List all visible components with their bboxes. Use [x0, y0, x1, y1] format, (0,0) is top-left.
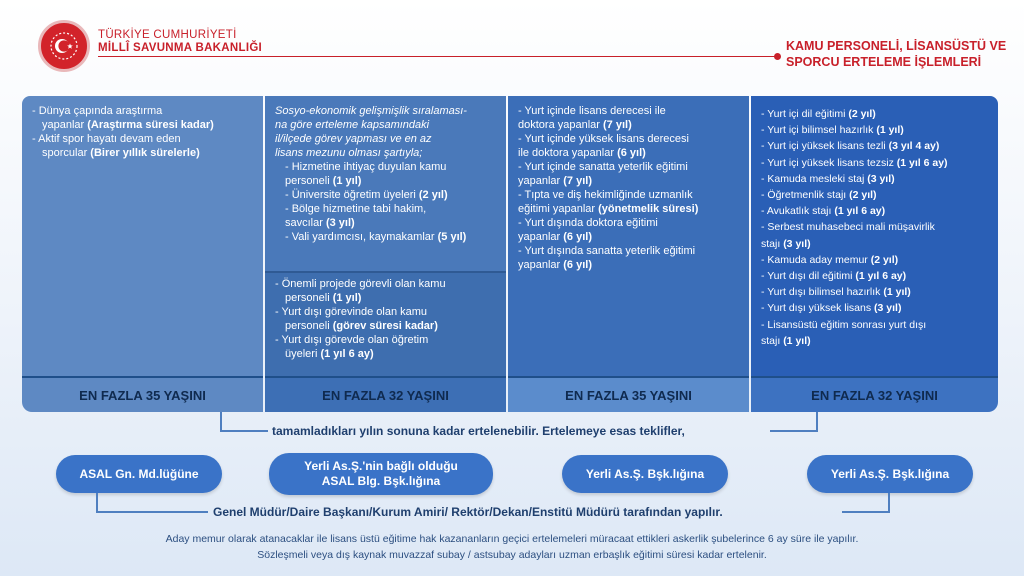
age-limit-1: EN FAZLA 35 YAŞINI: [22, 376, 263, 412]
text-line: - Yurt dışında doktora eğitimi: [518, 217, 658, 229]
footer-note-2: Sözleşmeli veya dış kaynak muvazzaf subay / astsubay adayları uzman erbaşlık eğitimi süresi kadar ertelenir.: [257, 549, 767, 561]
page-title: [786, 38, 1016, 70]
column-public-personnel-top: [275, 104, 496, 276]
header-divider-dot: [774, 53, 781, 60]
text-line: - Önemli projede görevli olan kamu: [275, 278, 446, 290]
list-item: - Yurt dışı bilimsel hazırlık (1 yıl): [761, 286, 911, 299]
local-branch-pill-1: Yerli As.Ş. Bşk.lığına: [562, 455, 728, 493]
bracket-bottom-right: [842, 493, 890, 513]
text-line: - Hizmetine ihtiyaç duyulan kamu: [285, 161, 447, 173]
column-public-personnel: [265, 96, 506, 376]
age-limit-2: EN FAZLA 32 YAŞINI: [265, 376, 506, 412]
text-line: yapanlar (6 yıl): [518, 231, 592, 243]
age-limit-3: EN FAZLA 35 YAŞINI: [508, 376, 749, 412]
footer-note-1: Aday memur olarak atanacaklar ile lisans üstü eğitime hak kazananların geçici ertelemeleri müracaat ettikleri askerlik şubelerince 6 ay süre ile yapılır.: [165, 533, 859, 545]
header-divider: [98, 56, 778, 57]
asal-directorate-pill: ASAL Gn. Md.lüğüne: [56, 455, 222, 493]
text-line: - Aktif spor hayatı devam eden: [32, 133, 181, 145]
list-item: - Yurt içi yüksek lisans tezli (3 yıl 4 ay): [761, 140, 940, 153]
text-line: eğitimi yapanlar (yönetmelik süresi): [518, 203, 699, 215]
list-item: - Lisansüstü eğitim sonrası yurt dışı: [761, 318, 927, 331]
text-line: personeli (görev süresi kadar): [285, 320, 438, 332]
bracket-left: [220, 412, 268, 432]
text-line: ile doktora yapanlar (6 yıl): [518, 147, 646, 159]
intro-line: il/ilçede görev yapması ve en az: [275, 133, 432, 145]
text-line: üyeleri (1 yıl 6 ay): [285, 348, 374, 360]
intro-line: Sosyo-ekonomik gelişmişlik sıralaması-: [275, 105, 467, 117]
page-title-line-2: SPORCU ERTELEME İŞLEMLERİ: [786, 55, 982, 69]
list-item: stajı (3 yıl): [761, 237, 811, 250]
bracket-right: [770, 412, 818, 432]
text-line: personeli (1 yıl): [285, 175, 362, 187]
list-item: - Kamuda mesleki staj (3 yıl): [761, 172, 895, 185]
list-item: stajı (1 yıl): [761, 334, 811, 347]
asal-branch-pill: [269, 453, 493, 495]
ministry-line-2: MİLLÎ SAVUNMA BAKANLIĞI: [98, 42, 263, 54]
bracket-bottom-left: [96, 493, 208, 513]
text-line: - Bölge hizmetine tabi hakim,: [285, 203, 427, 215]
authority-note: Genel Müdür/Daire Başkanı/Kurum Amiri/ Rektör/Dekan/Enstitü Müdürü tarafından yapılır.: [213, 505, 723, 519]
text-line: - Vali yardımcısı, kaymakamlar (5 yıl): [285, 231, 467, 243]
text-line: - Yurt dışında sanatta yeterlik eğitimi: [518, 245, 696, 257]
list-item: - Yurt dışı dil eğitimi (1 yıl 6 ay): [761, 270, 907, 283]
local-branch-pill-2: Yerli As.Ş. Bşk.lığına: [807, 455, 973, 493]
list-item: - Yurt içi bilimsel hazırlık (1 yıl): [761, 124, 904, 137]
text-line: yapanlar (Araştırma süresi kadar): [42, 119, 214, 131]
list-item: - Avukatlık stajı (1 yıl 6 ay): [761, 205, 886, 218]
ministry-line-1: TÜRKİYE CUMHURİYETİ: [98, 29, 237, 41]
ministry-logo: [38, 20, 90, 72]
column-postgraduate: [751, 96, 998, 376]
list-item: - Yurt dışı yüksek lisans (3 yıl): [761, 302, 902, 315]
list-item: - Yurt içi dil eğitimi (2 yıl): [761, 108, 876, 120]
list-item: - Yurt içi yüksek lisans tezsiz (1 yıl 6 ay): [761, 156, 948, 169]
intro-line: na göre erteleme kapsamındaki: [275, 119, 430, 131]
text-line: yapanlar (6 yıl): [518, 259, 592, 271]
text-line: savcılar (3 yıl): [285, 217, 355, 229]
text-line: yapanlar (7 yıl): [518, 175, 592, 187]
intro-line: lisans mezunu olması şartıyla;: [275, 147, 423, 159]
text-line: - Üniversite öğretim üyeleri (2 yıl): [285, 189, 448, 201]
crescent-star-icon: [41, 23, 87, 69]
text-line: - Yurt dışı görevinde olan kamu: [275, 306, 428, 318]
page-title-line-1: KAMU PERSONELİ, LİSANSÜSTÜ VE: [786, 39, 1007, 53]
text-line: doktora yapanlar (7 yıl): [518, 119, 632, 131]
text-line: - Yurt içinde sanatta yeterlik eğitimi: [518, 161, 688, 173]
pill-line: ASAL Blg. Bşk.lığına: [321, 474, 441, 488]
text-line: - Yurt içinde lisans derecesi ile: [518, 105, 666, 117]
list-item: - Serbest muhasebeci mali müşavirlik: [761, 221, 935, 234]
ministry-name: [98, 29, 262, 55]
text-line: sporcular (Birer yıllık sürelerle): [42, 147, 200, 159]
column-research-sports: [22, 96, 263, 376]
text-line: - Tıpta ve diş hekimliğinde uzmanlık: [518, 189, 693, 201]
text-line: personeli (1 yıl): [285, 292, 362, 304]
text-line: - Yurt dışı görevde olan öğretim: [275, 334, 429, 346]
text-line: - Yurt içinde yüksek lisans derecesi: [518, 133, 689, 145]
age-limit-4: EN FAZLA 32 YAŞINI: [751, 376, 998, 412]
column-doctorate: [508, 96, 749, 376]
column-public-personnel-bottom: [265, 273, 506, 376]
text-line: - Dünya çapında araştırma: [32, 105, 163, 117]
list-item: - Kamuda aday memur (2 yıl): [761, 253, 899, 266]
list-item: - Öğretmenlik stajı (2 yıl): [761, 189, 877, 202]
deferral-note: tamamladıkları yılın sonuna kadar ertelenebilir. Ertelemeye esas teklifler,: [272, 424, 685, 438]
pill-line: Yerli As.Ş.'nin bağlı olduğu: [304, 459, 458, 473]
